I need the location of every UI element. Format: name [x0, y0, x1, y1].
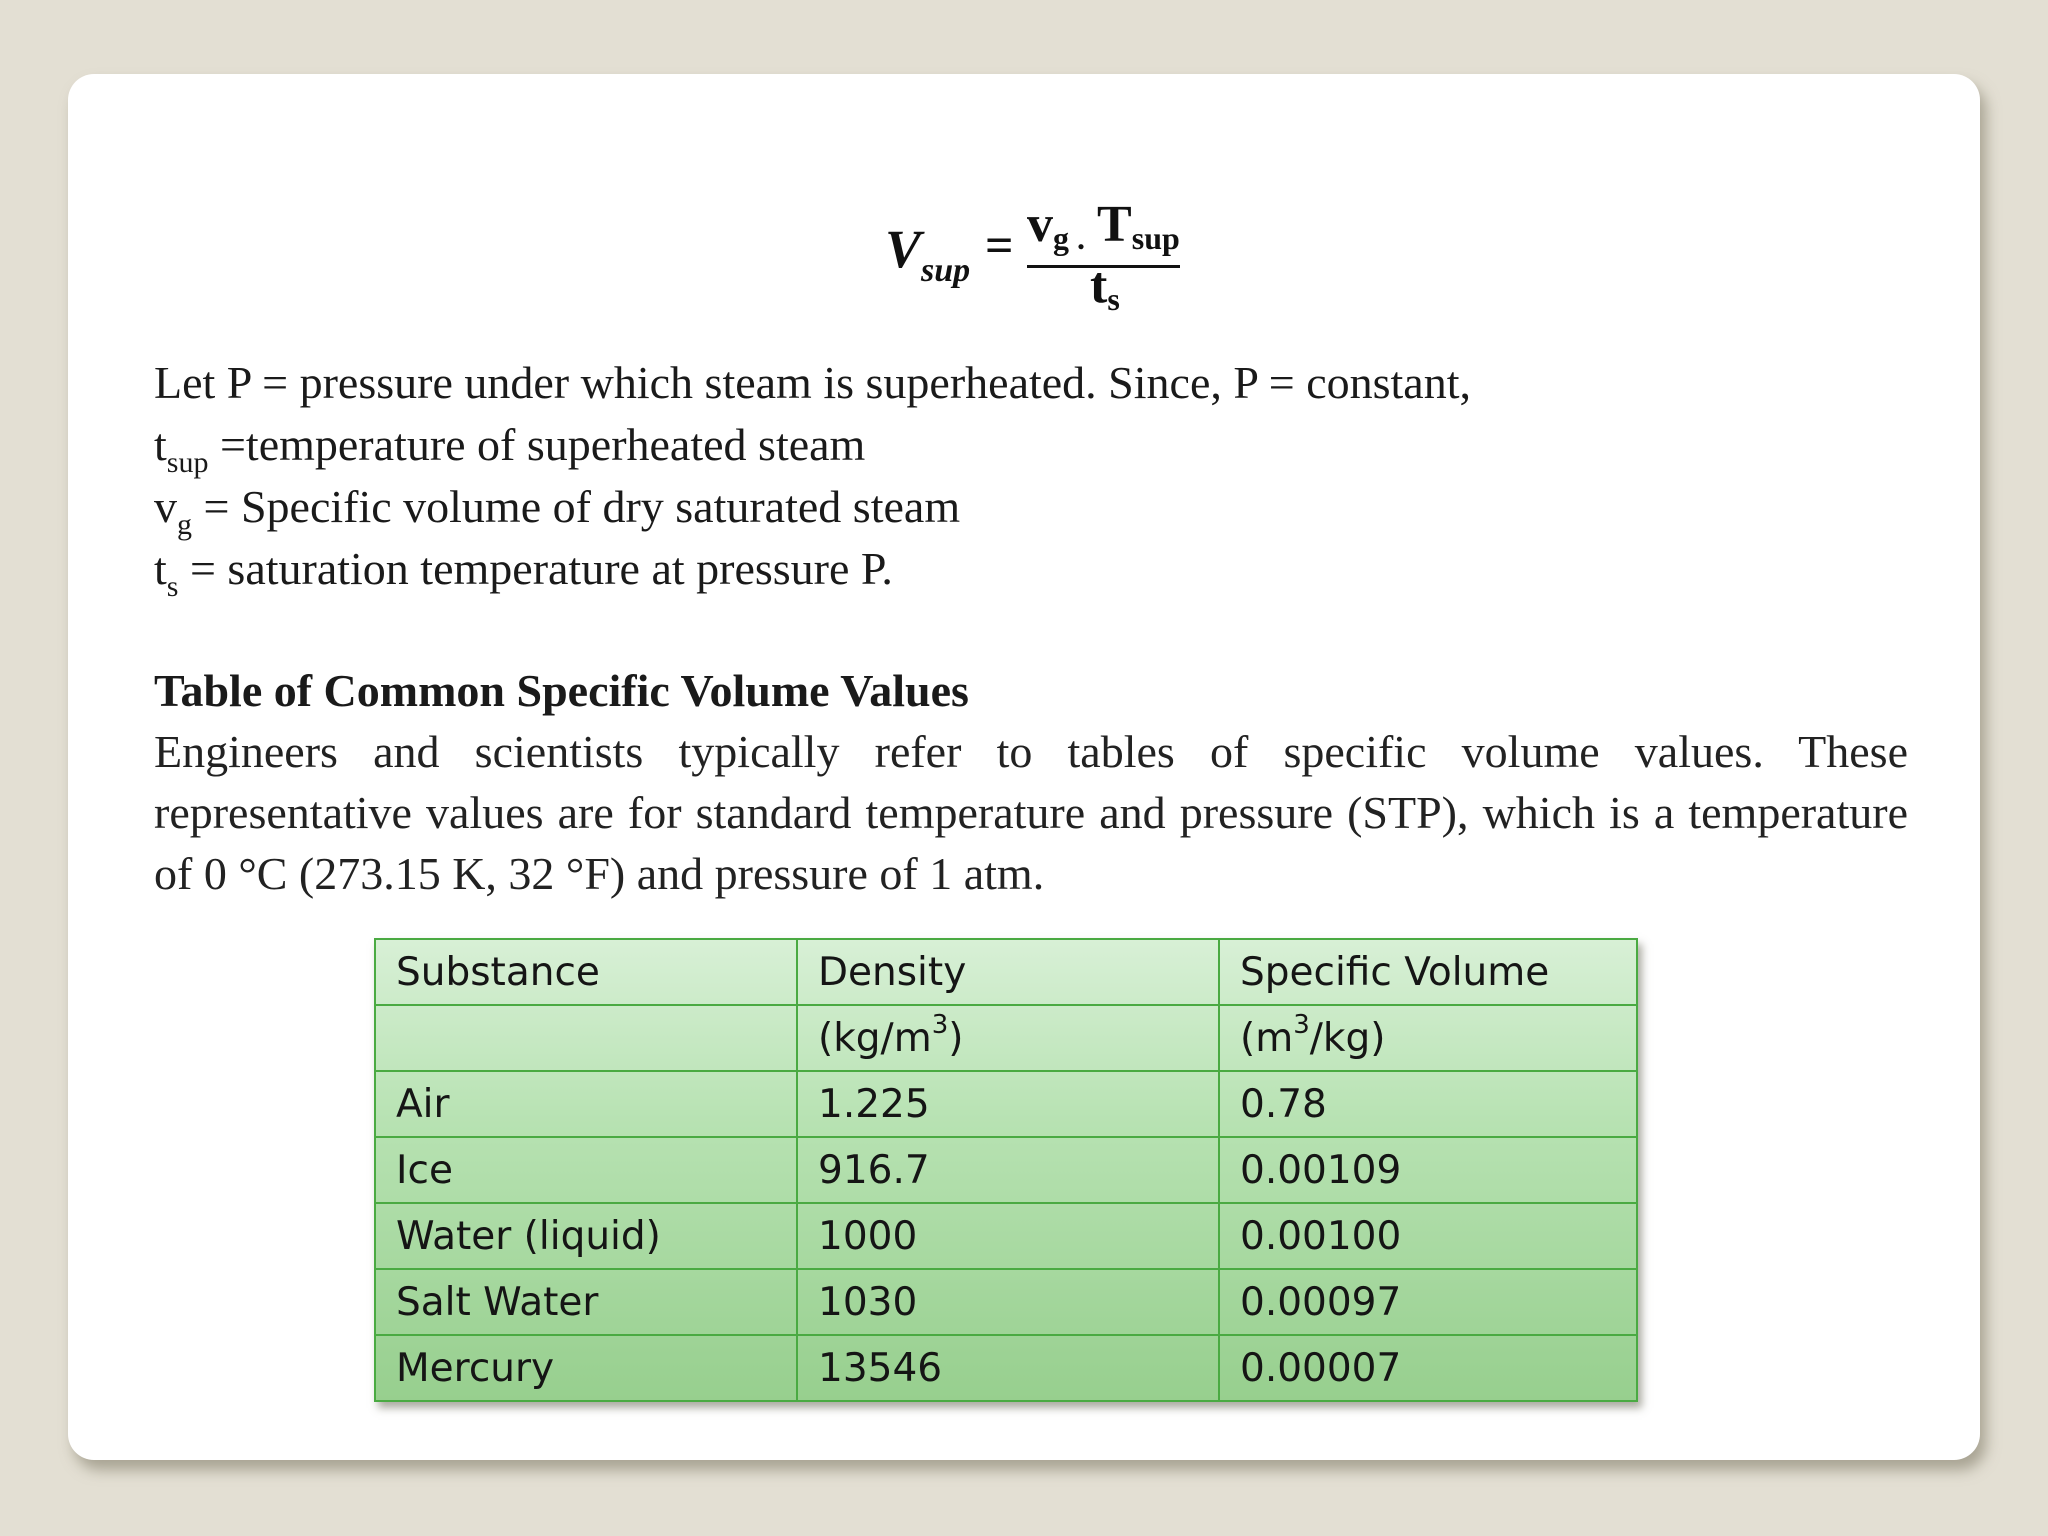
- formula-lhs-symbol: V: [885, 219, 922, 279]
- cell-density: 13546: [797, 1335, 1219, 1401]
- formula-num-v: v: [1027, 196, 1053, 253]
- cell-substance: Mercury: [375, 1335, 797, 1401]
- units-substance: [375, 1005, 797, 1071]
- units-volume-exponent: 3: [1293, 1009, 1310, 1040]
- definition-text: =temperature of superheated steam: [208, 419, 866, 470]
- header-specific-volume: Specific Volume: [1219, 939, 1637, 1005]
- definition-symbol: t: [154, 419, 167, 470]
- table-row: [375, 1137, 1637, 1203]
- definition-text: = Specific volume of dry saturated steam: [192, 481, 961, 532]
- definition-line-3: [154, 476, 1914, 541]
- definition-line-4: [154, 538, 1914, 603]
- units-density: [797, 1005, 1219, 1071]
- table-row: [375, 1269, 1637, 1335]
- cell-substance: Air: [375, 1071, 797, 1137]
- cell-density: 916.7: [797, 1137, 1219, 1203]
- header-substance: Substance: [375, 939, 797, 1005]
- cell-specific-volume: 0.78: [1219, 1071, 1637, 1137]
- units-volume-text: (m: [1240, 1015, 1294, 1061]
- table-row: [375, 1071, 1637, 1137]
- formula-equals: =: [985, 217, 1014, 273]
- formula-denominator: [1090, 256, 1120, 318]
- table-row: [375, 1203, 1637, 1269]
- cell-density: 1000: [797, 1203, 1219, 1269]
- units-density-close: ): [948, 1015, 964, 1061]
- definition-symbol: v: [154, 481, 177, 532]
- cell-specific-volume: 0.00109: [1219, 1137, 1637, 1203]
- cell-substance: Water (liquid): [375, 1203, 797, 1269]
- definition-subscript: g: [177, 508, 192, 541]
- cell-specific-volume: 0.00100: [1219, 1203, 1637, 1269]
- formula-den-t: t: [1090, 257, 1108, 314]
- units-density-text: (kg/m: [818, 1015, 932, 1061]
- table-units-row: [375, 1005, 1637, 1071]
- formula-num-t: T: [1085, 196, 1132, 253]
- cell-specific-volume: 0.00007: [1219, 1335, 1637, 1401]
- section-heading: Table of Common Specific Volume Values: [154, 665, 969, 716]
- table-header-row: [375, 939, 1637, 1005]
- cell-specific-volume: 0.00097: [1219, 1269, 1637, 1335]
- header-density: Density: [797, 939, 1219, 1005]
- table-row: [375, 1335, 1637, 1401]
- intro-paragraph: Engineers and scientists typically refer to tables of specific volume values. These representative values are for standard temperature and pressure (STP), which is a temperature of 0 °C (273.15 K, 32 °F) and pressure of 1 atm.: [154, 726, 1908, 899]
- definition-symbol: t: [154, 543, 167, 594]
- variable-definitions: [154, 352, 1914, 603]
- cell-density: 1030: [797, 1269, 1219, 1335]
- units-volume-close: /kg): [1309, 1015, 1386, 1061]
- superheated-volume-formula: [885, 196, 1205, 320]
- formula-lhs-subscript: sup: [921, 252, 971, 289]
- definition-line-2: [154, 414, 1914, 479]
- cell-substance: Salt Water: [375, 1269, 797, 1335]
- definition-subscript: sup: [166, 446, 209, 479]
- formula-den-subscript: s: [1107, 281, 1120, 317]
- cell-density: 1.225: [797, 1071, 1219, 1137]
- formula-num-t-subscript: sup: [1131, 220, 1180, 256]
- units-density-exponent: 3: [931, 1009, 949, 1040]
- units-specific-volume: [1219, 1005, 1637, 1071]
- definition-line-1: Let P = pressure under which steam is superheated. Since, P = constant,: [154, 357, 1471, 408]
- definition-text: = saturation temperature at pressure P.: [178, 543, 893, 594]
- formula-num-v-subscript: g .: [1053, 220, 1085, 256]
- cell-substance: Ice: [375, 1137, 797, 1203]
- definition-subscript: s: [166, 570, 179, 603]
- specific-volume-table: [374, 938, 1638, 1402]
- formula-lhs: [885, 218, 970, 290]
